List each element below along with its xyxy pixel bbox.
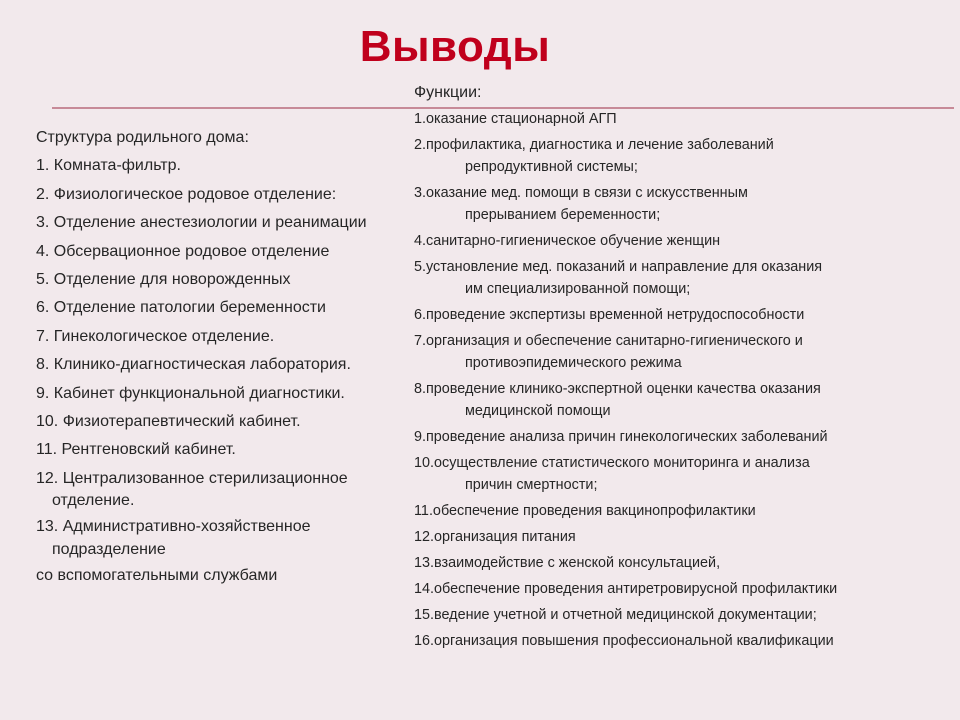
- function-item-text: 8.проведение клинико-экспертной оценки качества оказания: [414, 381, 821, 397]
- structure-item: 2. Физиологическое родовое отделение:: [36, 185, 337, 203]
- function-item: [414, 426, 958, 448]
- function-item: [414, 256, 958, 300]
- slide-title: Выводы: [359, 22, 551, 71]
- structure-item: 5. Отделение для новорожденных: [36, 271, 291, 289]
- structure-item: 4. Обсервационное родовое отделение: [36, 242, 330, 260]
- function-item-continuation: им специализированной помощи;: [465, 281, 691, 297]
- function-item-text: 2.профилактика, диагностика и лечение заболеваний: [414, 137, 774, 153]
- structure-item: 8. Клинико-диагностическая лаборатория.: [36, 356, 351, 374]
- functions-heading: Функции:: [414, 84, 482, 101]
- structure-item: 6. Отделение патологии беременности: [36, 299, 326, 317]
- function-item: [414, 552, 958, 574]
- function-item: [414, 500, 958, 522]
- structure-item: 1. Комната-фильтр.: [36, 157, 181, 175]
- function-item-text: 11.обеспечение проведения вакцинопрофилактики: [414, 503, 756, 519]
- structure-item: 7. Гинекологическое отделение.: [36, 327, 275, 345]
- structure-item: 13. Административно-хозяйственное: [36, 518, 311, 536]
- function-item: [414, 304, 958, 326]
- function-item: [414, 330, 958, 374]
- structure-item-continuation: отделение.: [52, 492, 135, 510]
- structure-item: 9. Кабинет функциональной диагностики.: [36, 384, 345, 402]
- function-item-text: 7.организация и обеспечение санитарно-гигиенического и: [414, 333, 803, 349]
- function-item-text: 3.оказание мед. помощи в связи с искусственным: [414, 185, 748, 201]
- structure-item: 11. Рентгеновский кабинет.: [36, 441, 236, 459]
- function-item: [414, 578, 958, 600]
- function-item: [414, 378, 958, 422]
- function-item: [414, 526, 958, 548]
- function-item-text: 9.проведение анализа причин гинекологических заболеваний: [414, 429, 828, 445]
- structure-item-continuation: подразделение: [52, 540, 166, 558]
- structure-item: 3. Отделение анестезиологии и реанимации: [36, 214, 367, 232]
- function-item-text: 1.оказание стационарной АГП: [414, 111, 617, 127]
- function-item: [414, 182, 958, 226]
- function-item-continuation: противоэпидемического режима: [465, 355, 682, 371]
- function-item-text: 15.ведение учетной и отчетной медицинской документации;: [414, 607, 817, 623]
- function-item-text: 13.взаимодействие с женской консультацией,: [414, 555, 721, 571]
- function-item-text: 5.установление мед. показаний и направление для оказания: [414, 259, 823, 275]
- function-item-continuation: прерыванием беременности;: [465, 207, 661, 223]
- function-item-text: 14.обеспечение проведения антиретровирусной профилактики: [414, 581, 838, 597]
- function-item-continuation: медицинской помощи: [465, 403, 611, 419]
- structure-item: со вспомогательными службами: [36, 566, 278, 584]
- function-item: [414, 630, 958, 652]
- function-item-text: 6.проведение экспертизы временной нетрудоспособности: [414, 307, 805, 323]
- function-item: [414, 452, 958, 496]
- function-item-text: 4.санитарно-гигиеническое обучение женщин: [414, 233, 721, 249]
- function-item: [414, 108, 958, 130]
- function-item: [414, 604, 958, 626]
- structure-item: 10. Физиотерапевтический кабинет.: [36, 413, 301, 431]
- function-item: [414, 230, 958, 252]
- functions-items: [414, 108, 958, 652]
- function-item-continuation: репродуктивной системы;: [465, 159, 638, 175]
- function-item: [414, 134, 958, 178]
- function-item-text: 12.организация питания: [414, 529, 576, 545]
- structure-list: [36, 124, 421, 590]
- function-item-continuation: причин смертности;: [465, 477, 598, 493]
- structure-item: 12. Централизованное стерилизационное: [36, 469, 348, 487]
- functions-list: [414, 82, 958, 656]
- structure-heading: Структура родильного дома:: [36, 129, 249, 146]
- function-item-text: 16.организация повышения профессиональной квалификации: [414, 633, 834, 649]
- function-item-text: 10.осуществление статистического мониторинга и анализа: [414, 455, 810, 471]
